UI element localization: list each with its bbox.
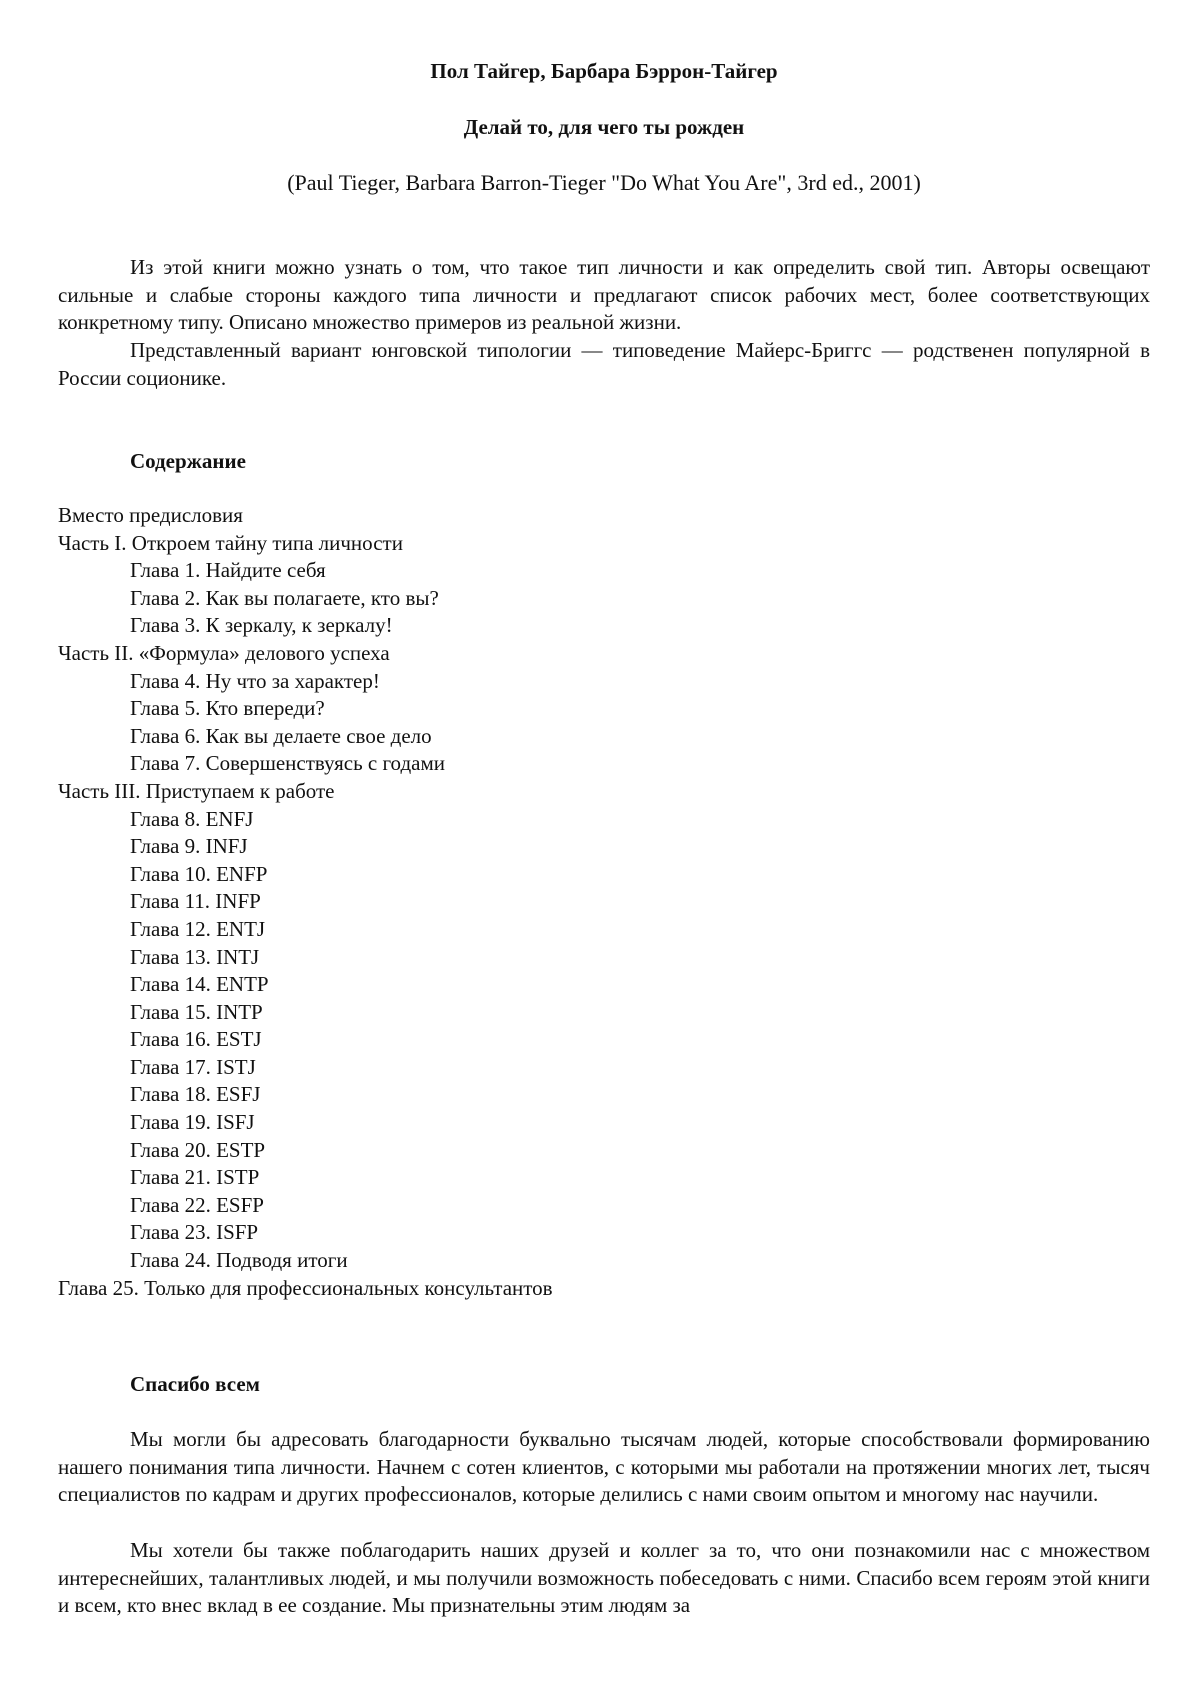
toc-chapter-entry: Глава 6. Как вы делаете свое дело xyxy=(130,723,432,748)
table-of-contents xyxy=(58,502,1150,1302)
thanks-heading: Спасибо всем xyxy=(130,1372,260,1396)
toc-chapter-entry: Глава 4. Ну что за характер! xyxy=(130,668,380,693)
toc-chapter-entry: Глава 14. ENTP xyxy=(130,972,269,997)
toc-part-entry: Глава 25. Только для профессиональных консультантов xyxy=(58,1275,553,1300)
document-page xyxy=(58,0,1150,1696)
toc-chapter-entry: Глава 7. Совершенствуясь с годами xyxy=(130,751,445,776)
book-title: Делай то, для чего ты рожден xyxy=(463,115,745,139)
book-authors: Пол Тайгер, Барбара Бэррон-Тайгер xyxy=(430,59,778,83)
original-edition: (Paul Tieger, Barbara Barron-Tieger "Do What You Are", 3rd ed., 2001) xyxy=(287,170,921,195)
toc-part-entry: Вместо предисловия xyxy=(58,503,243,527)
toc-chapter-entry: Глава 3. К зеркалу, к зеркалу! xyxy=(130,613,393,638)
toc-chapter-entry: Глава 22. ESFP xyxy=(130,1192,264,1217)
toc-heading: Содержание xyxy=(130,449,246,473)
toc-chapter-entry: Глава 17. ISTJ xyxy=(130,1054,256,1079)
toc-chapter-entry: Глава 21. ISTP xyxy=(130,1165,260,1190)
toc-chapter-entry: Глава 12. ENTJ xyxy=(130,916,266,941)
toc-chapter-entry: Глава 18. ESFJ xyxy=(130,1082,261,1107)
toc-chapter-entry: Глава 24. Подводя итоги xyxy=(130,1248,348,1273)
thanks-paragraph: Мы хотели бы также поблагодарить наших друзей и коллег за то, что они познакомили нас с множеством интереснейших, талантливых людей, и мы получили возможность побеседовать с ними. Спасибо всем героям этой книги и всем, кто внес вклад в ее создание. Мы признательны этим людям за xyxy=(58,1538,1150,1617)
intro-paragraph: Из этой книги можно узнать о том, что такое тип личности и как определить свой тип. Авторы освещают сильные и слабые стороны каждого типа личности и предлагают список рабочих мест, более соответствующих конкретному типу. Описано множество примеров из реальной жизни. xyxy=(58,255,1150,334)
thanks-paragraph: Мы могли бы адресовать благодарности буквально тысячам людей, которые способствовали формированию нашего понимания типа личности. Начнем с сотен клиентов, с которыми мы работали на протяжении многих лет, тысяч специалистов по кадрам и других профессионалов, которые делились с нами своим опытом и многому нас научили. xyxy=(58,1427,1150,1506)
toc-chapter-entry: Глава 13. INTJ xyxy=(130,944,260,969)
toc-part-entry: Часть III. Приступаем к работе xyxy=(58,778,335,803)
toc-chapter-entry: Глава 2. Как вы полагаете, кто вы? xyxy=(130,585,439,610)
toc-chapter-entry: Глава 10. ENFP xyxy=(130,861,268,886)
toc-chapter-entry: Глава 15. INTP xyxy=(130,999,263,1024)
intro-paragraph: Представленный вариант юнговской типологии — типоведение Майерс-Бриггс — родственен популярной в России соционике. xyxy=(58,338,1150,390)
toc-chapter-entry: Глава 5. Кто впереди? xyxy=(130,696,325,721)
toc-chapter-entry: Глава 19. ISFJ xyxy=(130,1110,255,1135)
toc-part-entry: Часть I. Откроем тайну типа личности xyxy=(58,530,403,555)
toc-chapter-entry: Глава 8. ENFJ xyxy=(130,806,254,831)
toc-chapter-entry: Глава 16. ESTJ xyxy=(130,1027,262,1052)
toc-chapter-entry: Глава 1. Найдите себя xyxy=(130,558,326,583)
toc-chapter-entry: Глава 11. INFP xyxy=(130,889,261,914)
toc-chapter-entry: Глава 23. ISFP xyxy=(130,1220,259,1245)
toc-chapter-entry: Глава 9. INFJ xyxy=(130,834,248,859)
toc-chapter-entry: Глава 20. ESTP xyxy=(130,1137,266,1162)
toc-part-entry: Часть II. «Формула» делового успеха xyxy=(58,640,390,665)
